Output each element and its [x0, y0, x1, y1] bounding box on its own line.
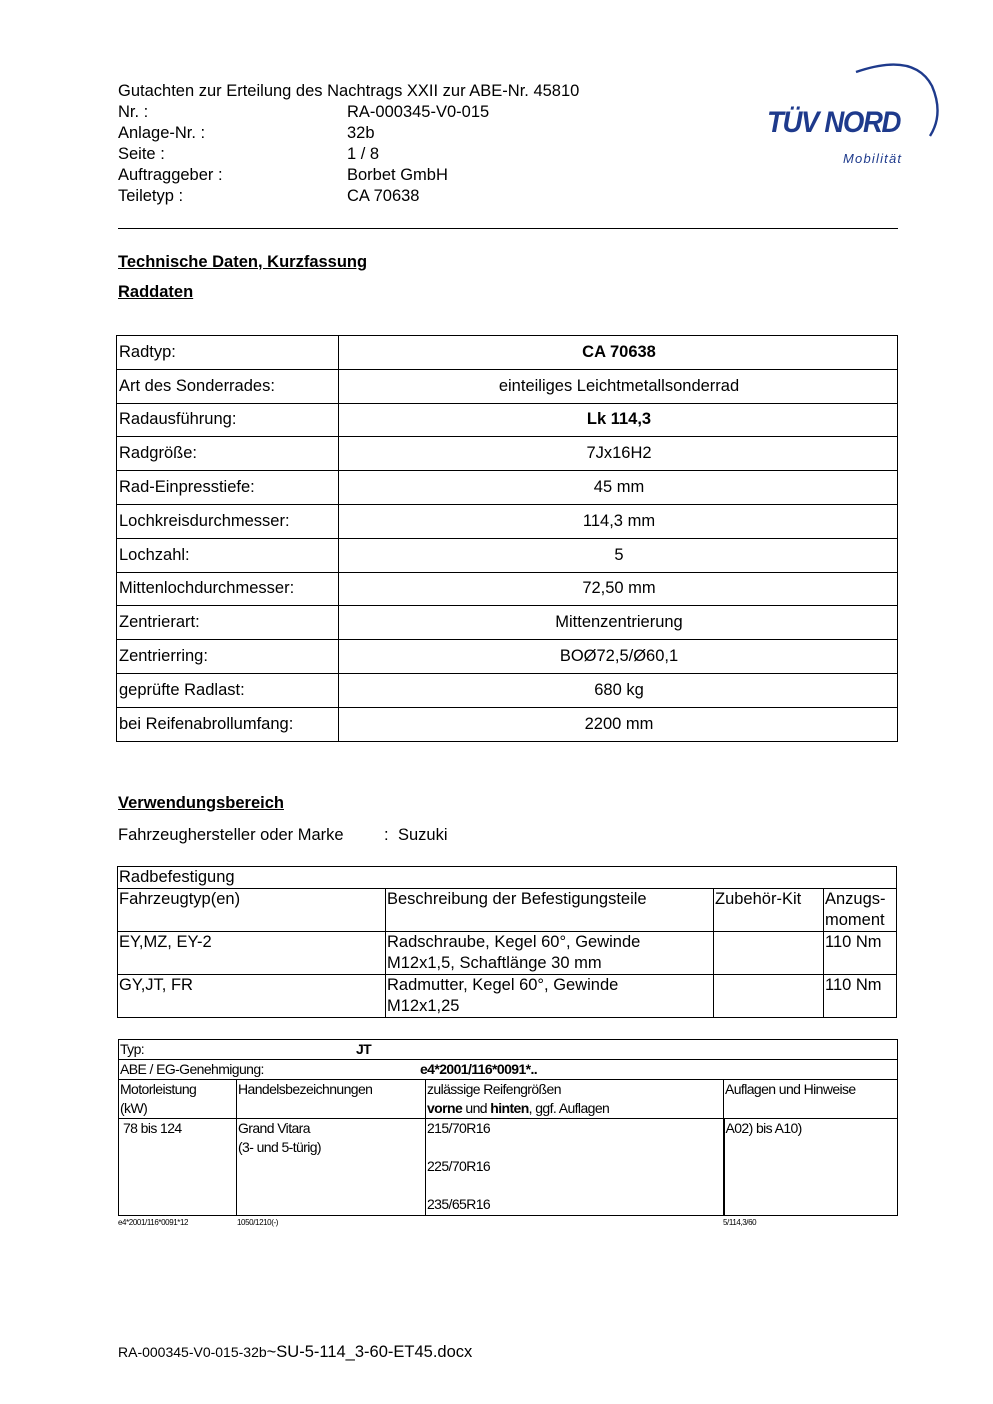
table-row [119, 1119, 898, 1216]
table-row [117, 437, 898, 471]
maker-label: Fahrzeughersteller oder Marke [118, 826, 344, 844]
vehicle-type-cell: EY,MZ, EY-2 [118, 932, 386, 975]
header-cell: Fahrzeugtyp(en) [118, 889, 386, 932]
property-value: 7Jx16H2 [339, 437, 898, 471]
trade-name: Grand Vitara [238, 1120, 310, 1136]
header-value: 32b [347, 124, 375, 142]
table-row [117, 640, 898, 674]
property-value: Lk 114,3 [339, 403, 898, 437]
header-divider [118, 228, 898, 229]
footer-filename-part: RA-000345-V0-015-32b [118, 1344, 267, 1360]
section-title-technical: Technische Daten, Kurzfassung [118, 253, 368, 271]
header-text: Motorleistung [120, 1081, 197, 1097]
header-text: und [462, 1100, 491, 1116]
table-row [117, 369, 898, 403]
header-text: Anzugs- [825, 890, 886, 908]
header-row-teiletyp [118, 186, 579, 207]
trade-name: (3- und 5-türig) [238, 1139, 321, 1155]
table-header-row [118, 889, 897, 932]
property-label: bei Reifenabrollumfang: [117, 707, 339, 741]
report-title: Gutachten zur Erteilung des Nachtrags XXII zur ABE-Nr. 45810 [118, 82, 580, 100]
header-cell: Handelsbezeichnungen [237, 1080, 426, 1119]
table-row [117, 504, 898, 538]
kit-cell [714, 932, 824, 975]
property-label: Lochkreisdurchmesser: [117, 504, 339, 538]
property-value: 680 kg [339, 673, 898, 707]
maker-value: Suzuki [398, 826, 448, 844]
header-value: Borbet GmbH [347, 166, 448, 184]
table-row [118, 975, 897, 1018]
table-row [117, 538, 898, 572]
approval-value: e4*2001/116*0091*.. [420, 1061, 538, 1077]
tyre-size: 225/70R16 [427, 1158, 491, 1174]
table-row [119, 1040, 898, 1060]
property-value: Mittenzentrierung [339, 606, 898, 640]
header-cell: Beschreibung der Befestigungsteile [386, 889, 714, 932]
header-value: 1 / 8 [347, 145, 380, 163]
table-row [117, 403, 898, 437]
table-row [117, 606, 898, 640]
table-row [117, 707, 898, 741]
logo-wordmark: TÜV NORD [767, 106, 901, 139]
header-value: RA-000345-V0-015 [347, 103, 490, 121]
approval-cell [119, 1060, 898, 1080]
property-value: 114,3 mm [339, 504, 898, 538]
header-cell [119, 1080, 237, 1119]
property-value: 45 mm [339, 471, 898, 505]
property-label: Radausführung: [117, 403, 339, 437]
property-label: Lochzahl: [117, 538, 339, 572]
header-row-anlage [118, 123, 579, 144]
approval-label: ABE / EG-Genehmigung: [120, 1061, 264, 1077]
header-cell [824, 889, 897, 932]
document-header [118, 81, 579, 207]
header-row-nr [118, 102, 579, 123]
property-value: 5 [339, 538, 898, 572]
torque-cell: 110 Nm [824, 932, 897, 975]
power-cell: 78 bis 124 [119, 1119, 237, 1216]
header-label: Anlage-Nr. : [118, 124, 206, 142]
tyre-sizes-cell [426, 1119, 724, 1216]
header-row-auftraggeber [118, 165, 579, 186]
description-cell [386, 932, 714, 975]
property-value: 2200 mm [339, 707, 898, 741]
table-row [117, 336, 898, 370]
property-label: geprüfte Radlast: [117, 673, 339, 707]
wheel-fixing-table [117, 866, 897, 1018]
table-row [119, 1060, 898, 1080]
description-line: M12x1,5, Schaftlänge 30 mm [387, 954, 602, 972]
header-text: , ggf. Auflagen [528, 1100, 610, 1116]
header-label: Auftraggeber : [118, 166, 223, 184]
description-line: Radschraube, Kegel 60°, Gewinde [387, 933, 641, 951]
table-row [117, 673, 898, 707]
notes-cell: A02) bis A10) [724, 1119, 898, 1216]
table-row [118, 867, 897, 889]
bolt-pattern-code: 5/114,3/60 [723, 1218, 757, 1227]
weight-code: 1050/1210(-) [237, 1218, 279, 1227]
type-cell [119, 1040, 898, 1060]
approval-code: e4*2001/116*0091*12 [118, 1218, 189, 1227]
vehicle-approval-table [118, 1039, 898, 1216]
table-title-cell: Radbefestigung [118, 867, 897, 889]
wheel-data-table [116, 335, 898, 742]
property-label: Radtyp: [117, 336, 339, 370]
tyre-size: 235/65R16 [427, 1196, 491, 1212]
header-text: hinten [490, 1100, 529, 1116]
description-cell [386, 975, 714, 1018]
header-label: Teiletyp : [118, 187, 184, 205]
header-text: vorne [427, 1100, 463, 1116]
tyre-size: 215/70R16 [427, 1120, 491, 1136]
torque-cell: 110 Nm [824, 975, 897, 1018]
table-header-row [119, 1080, 898, 1119]
trade-name-cell [237, 1119, 426, 1216]
document-footer [118, 1343, 472, 1362]
kit-cell [714, 975, 824, 1018]
header-cell: Auflagen und Hinweise [724, 1080, 898, 1119]
property-label: Mittenlochdurchmesser: [117, 572, 339, 606]
table-row [118, 932, 897, 975]
tuv-nord-logo [764, 58, 940, 173]
footer-filename-part: ~SU-5-114_3-60-ET45.docx [266, 1343, 473, 1361]
header-text: moment [825, 911, 885, 929]
logo-subtitle: Mobilität [843, 151, 903, 166]
header-cell [426, 1080, 724, 1119]
type-value: JT [356, 1041, 372, 1057]
property-label: Zentrierring: [117, 640, 339, 674]
property-value: 72,50 mm [339, 572, 898, 606]
property-label: Rad-Einpresstiefe: [117, 471, 339, 505]
header-value: CA 70638 [347, 187, 420, 205]
property-label: Radgröße: [117, 437, 339, 471]
description-line: M12x1,25 [387, 997, 460, 1015]
property-value: CA 70638 [339, 336, 898, 370]
property-value: einteiliges Leichtmetallsonderrad [339, 369, 898, 403]
header-text: (kW) [120, 1100, 148, 1116]
header-label: Nr. : [118, 103, 149, 121]
table-row [117, 471, 898, 505]
property-value: BOØ72,5/Ø60,1 [339, 640, 898, 674]
header-text: zulässige Reifengrößen [427, 1081, 561, 1097]
header-row-seite [118, 144, 579, 165]
header-cell: Zubehör-Kit [714, 889, 824, 932]
property-label: Art des Sonderrades: [117, 369, 339, 403]
section-title-verwendungsbereich: Verwendungsbereich [118, 794, 284, 812]
maker-separator: : [384, 826, 389, 844]
property-label: Zentrierart: [117, 606, 339, 640]
type-label: Typ: [120, 1041, 145, 1057]
table-row [117, 572, 898, 606]
section-subtitle-raddaten: Raddaten [118, 283, 194, 301]
header-label: Seite : [118, 145, 165, 163]
vehicle-type-cell: GY,JT, FR [118, 975, 386, 1018]
description-line: Radmutter, Kegel 60°, Gewinde [387, 976, 619, 994]
